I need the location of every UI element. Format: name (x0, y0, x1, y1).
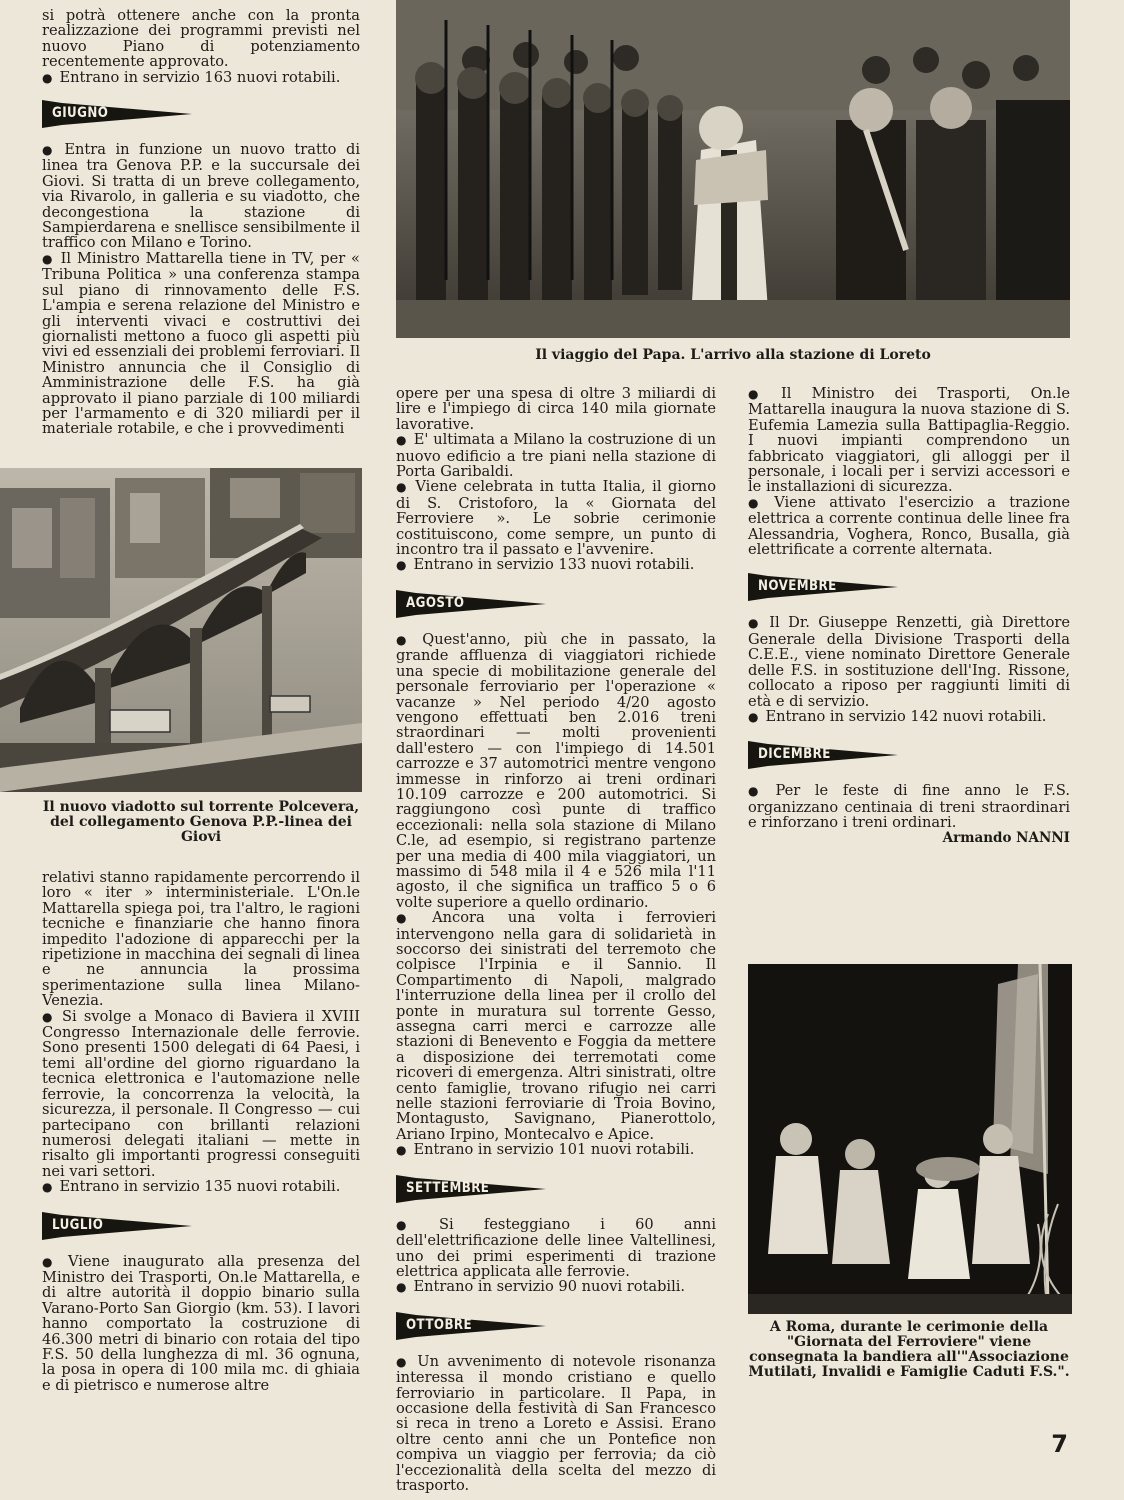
month-banner-ottobre (396, 1312, 546, 1340)
paragraph: ● Un avvenimento di notevole risonanza interessa il mondo cristiano e quello ferroviario in particolare. Il Papa, in occasione della festività di San Francesco si reca in treno a Loreto e Assisi. Erano oltre cento anni che un Pontefice non compiva un viaggio per ferrovia; da ciò l'eccezionalità della scelta del mezzo di trasporto. (396, 1354, 716, 1494)
paragraph: si potrà ottenere anche con la pronta realizzazione dei programmi previsti nel nuovo Piano di potenziamento recentemente approvato. (42, 7, 360, 71)
paragraph: ● Il Ministro Mattarella tiene in TV, per « Tribuna Politica » una conferenza stampa sul piano di rinnovamento delle F.S. L'ampia e serena relazione del Ministro e gli interventi vivaci e costruttivi dei giornalisti mettono a fuoco gli aspetti più vivi ed essenziali dei problemi ferroviari. Il Ministro annuncia che il Consiglio di Amministrazione delle F.S. ha già approvato il piano parziale di 100 miliardi per l'armamento e di 320 miliardi per il materiale rotabile, e che i provvedimenti (42, 251, 360, 437)
left-column-top (42, 8, 360, 437)
flag-ceremony-photo (748, 964, 1072, 1314)
page-number: 7 (1051, 1430, 1068, 1458)
paragraph: ● Si svolge a Monaco di Baviera il XVIII Congresso Internazionale delle ferrovie. Sono presenti 1500 delegati di 64 Paesi, i temi all'ordine del giorno riguardano la tecnica elettronica e l'automazione nelle ferrovie, la concorrenza la velocità, la sicurezza, il personale. Il Congresso — cui partecipano con brillanti relazioni numerosi delegati italiani — mette in risalto gli importanti progressi conseguiti nei vari settori. (42, 1009, 360, 1179)
paragraph: opere per una spesa di oltre 3 miliardi di lire e l'impiego di circa 140 mila giornate lavorative. (396, 385, 716, 433)
month-banner-luglio (42, 1212, 192, 1240)
month-banner-giugno (42, 100, 192, 128)
paragraph: ● Quest'anno, più che in passato, la grande affluenza di viaggiatori richiede una specie di mobilitazione generale del personale ferroviario per l'operazione « vacanze » Nel periodo 4/20 agosto vengono effettuati ben 2.016 treni straordinari — molti provenienti dall'estero — con l'impiego di 14.501 carrozze e 37 automotrici mentre vengono immesse in rinforzo ai treni ordinari 10.109 carrozze e 200 automotrici. Si raggiungono così punte di traffico eccezionali: nella sola stazione di Milano C.le, ad esempio, si registrano partenze per una media di 400 mila viaggiatori, un massimo di 548 mila il 4 e 526 mila l'11 agosto, il che significa un traffico 5 o 6 volte superiore a quello ordinario. (396, 632, 716, 910)
paragraph: ● Entrano in servizio 163 nuovi rotabili. (42, 70, 360, 86)
paragraph: ● E' ultimata a Milano la costruzione di un nuovo edificio a tre piani nella stazione di Porta Garibaldi. (396, 432, 716, 479)
month-label: LUGLIO (52, 1216, 104, 1233)
paragraph: ● Entrano in servizio 135 nuovi rotabili. (42, 1179, 360, 1195)
author-signature: Armando NANNI (942, 829, 1070, 846)
month-label: AGOSTO (406, 594, 465, 611)
flag-ceremony-caption: A Roma, durante le cerimonie della "Giornata del Ferroviere" viene consegnata la bandiera all'"Associazione Mutilati, Invalidi e Famiglie Caduti F.S.". (748, 1319, 1070, 1380)
paragraph: ● Viene inaugurato alla presenza del Ministro dei Trasporti, On.le Mattarella, e di altre autorità il doppio binario sulla Varano-Porto San Giorgio (km. 53). I lavori hanno comportato la costruzione di 46.300 metri di binario con rotaia del tipo F.S. 50 della lunghezza di ml. 36 ognuna, la posa in opera di 100 mila mc. di ghiaia e di pietrisco e numerose altre (42, 1254, 360, 1394)
pope-photo (396, 0, 1070, 338)
paragraph: ● Entrano in servizio 90 nuovi rotabili. (396, 1279, 716, 1295)
paragraph: ● Per le feste di fine anno le F.S. organizzano centinaia di treni straordinari e rinforzano i treni ordinari. (748, 783, 1070, 830)
paragraph: ● Viene attivato l'esercizio a trazione elettrica a corrente continua delle linee fra Alessandria, Voghera, Ronco, Busalla, già elettrificate a corrente alternata. (748, 495, 1070, 558)
month-label: DICEMBRE (758, 746, 831, 763)
month-banner-settembre (396, 1175, 546, 1203)
month-banner-agosto (396, 590, 546, 618)
month-label: SETTEMBRE (406, 1179, 490, 1196)
month-label: NOVEMBRE (758, 578, 837, 595)
paragraph: ● Si festeggiano i 60 anni dell'elettrificazione delle linee Valtellinesi, uno dei primi esperimenti di trazione elettrica applicata alle ferrovie. (396, 1217, 716, 1280)
paragraph: ● Entrano in servizio 142 nuovi rotabili. (748, 709, 1070, 725)
paragraph: ● Il Dr. Giuseppe Renzetti, già Direttore Generale della Divisione Trasporti della C.E.E., viene nominato Direttore Generale delle F.S. in sostituzione dell'Ing. Rissone, collocato a riposo per raggiunti limiti di età e di servizio. (748, 615, 1070, 708)
paragraph: relativi stanno rapidamente percorrendo il loro « iter » interministeriale. L'On.le Mattarella spiega poi, tra l'altro, le ragioni tecniche e finanziarie che hanno finora impedito l'adozione di apparecchi per la ripetizione in macchina dei segnali di linea e ne annuncia la prossima sperimentazione sulla linea Milano-Venezia. (42, 869, 360, 1010)
left-column-bottom (42, 870, 360, 1393)
month-label: GIUGNO (52, 105, 109, 122)
paragraph: ● Entra in funzione un nuovo tratto di linea tra Genova P.P. e la succursale dei Giovi. Si tratta di un breve collegamento, via Rivarolo, in galleria e su viadotto, che decongestiona la stazione di Sampierdarena e snellisce sensibilmente il traffico con Milano e Torino. (42, 142, 360, 251)
month-banner-novembre (748, 573, 898, 601)
month-banner-dicembre (748, 741, 898, 769)
right-column (748, 386, 1070, 846)
viaduct-photo (0, 468, 362, 792)
paragraph: ● Il Ministro dei Trasporti, On.le Mattarella inaugura la nuova stazione di S. Eufemia Lamezia sulla Battipaglia-Reggio. I nuovi impianti comprendono un fabbricato viaggiatori, gli alloggi per il personale, i locali per i servizi accessori e le installazioni di sicurezza. (748, 386, 1070, 495)
month-label: OTTOBRE (406, 1316, 473, 1333)
pope-caption: Il viaggio del Papa. L'arrivo alla stazione di Loreto (535, 347, 931, 363)
paragraph: ● Viene celebrata in tutta Italia, il giorno di S. Cristoforo, la « Giornata del Ferroviere ». Le sobrie cerimonie costituiscono, come sempre, un punto di incontro tra il passato e l'avvenire. (396, 479, 716, 557)
middle-column (396, 386, 716, 1493)
paragraph: ● Entrano in servizio 133 nuovi rotabili. (396, 557, 716, 573)
paragraph: ● Ancora una volta i ferrovieri intervengono nella gara di solidarietà in soccorso dei sinistrati del terremoto che colpisce l'Irpinia e il Sannio. Il Compartimento di Napoli, malgrado l'interruzione della linea per il crollo del ponte in muratura sul torrente Gesso, assegna carri merci e carrozze alle stazioni di Benevento e Foggia da mettere a disposizione dei terremotati come ricoveri di emergenza. Altri sinistrati, oltre cento famiglie, trovano rifugio nei carri nelle stazioni ferroviarie di Troia Bovino, Montagusto, Savignano, Pianerottolo, Ariano Irpino, Montecalvo e Apice. (396, 910, 716, 1142)
paragraph: ● Entrano in servizio 101 nuovi rotabili. (396, 1142, 716, 1158)
viaduct-caption: Il nuovo viadotto sul torrente Polcevera, del collegamento Genova P.P.-linea dei Giovi (42, 799, 360, 845)
